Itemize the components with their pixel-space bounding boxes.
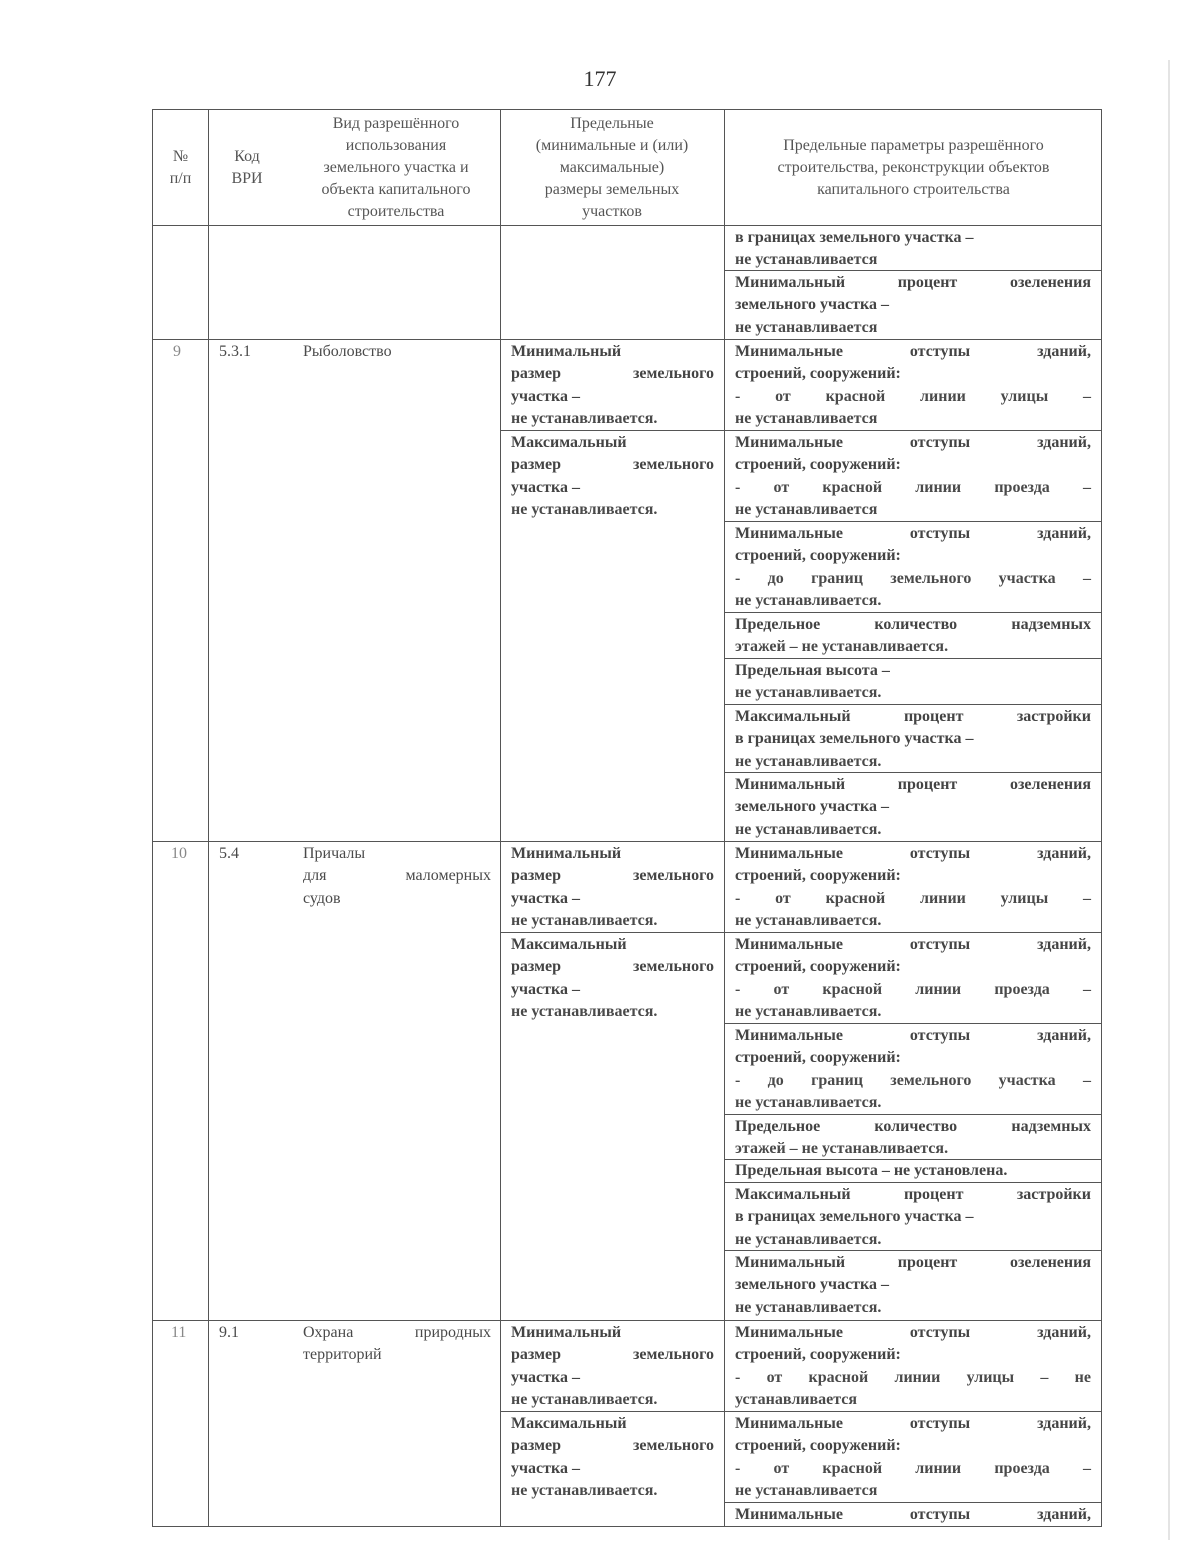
cont-param-1: в границах земельного участка – не устанавливается: [735, 229, 974, 269]
row-separator: [153, 1320, 1101, 1321]
row-10-min-size: Минимальный размер земельного участка – не устанавливается.: [511, 845, 714, 929]
row-10-max-size: Максимальный размер земельного участка – не устанавливается.: [511, 936, 714, 1020]
row-11-param-1: Минимальные отступы зданий, строений, сооружений: - от красной линии улицы – не устанавливается: [735, 1324, 1091, 1408]
row-9-number: 9: [173, 343, 181, 360]
row-10-param-3: Минимальные отступы зданий, строений, сооружений: - до границ земельного участка – не устанавливается.: [735, 1027, 1091, 1111]
row-9-param-3: Минимальные отступы зданий, строений, сооружений: - до границ земельного участка – не устанавливается.: [735, 525, 1091, 609]
header-code: Код ВРИ: [231, 147, 263, 187]
row-separator: [153, 339, 1101, 340]
header-separator: [153, 225, 1101, 226]
header-params: Предельные параметры разрешённого строительства, реконструкции объектов капитального строительства: [777, 136, 1050, 198]
cont-param-2: Минимальный процент озеленения земельного участка – не устанавливается: [735, 274, 1091, 336]
row-9-param-1: Минимальные отступы зданий, строений, сооружений: - от красной линии улицы – не устанавливается: [735, 343, 1091, 427]
row-9-param-4: Предельное количество надземных этажей – не устанавливается.: [735, 616, 1091, 656]
row-10-param-6: Максимальный процент застройки в границах земельного участка – не устанавливается.: [735, 1186, 1091, 1248]
row-10-param-2: Минимальные отступы зданий, строений, сооружений: - от красной линии проезда – не устанавливается.: [735, 936, 1091, 1020]
row-9-param-5: Предельная высота – не устанавливается.: [735, 662, 890, 702]
row-9-param-7: Минимальный процент озеленения земельного участка – не устанавливается.: [735, 776, 1091, 838]
row-separator: [153, 841, 1101, 842]
row-9-min-size: Минимальный размер земельного участка – не устанавливается.: [511, 343, 714, 427]
row-9-param-2: Минимальные отступы зданий, строений, сооружений: - от красной линии проезда – не устанавливается: [735, 434, 1091, 518]
row-9-code: 5.3.1: [219, 343, 251, 360]
row-9-max-size: Максимальный размер земельного участка – не устанавливается.: [511, 434, 714, 518]
regulations-table: [152, 109, 1102, 1527]
row-10-param-7: Минимальный процент озеленения земельного участка – не устанавливается.: [735, 1254, 1091, 1316]
row-10-code: 5.4: [219, 845, 239, 862]
row-10-param-1: Минимальные отступы зданий, строений, сооружений: - от красной линии улицы – не устанавливается.: [735, 845, 1091, 929]
row-10-kind: Причалы для маломерных судов: [303, 845, 491, 907]
row-11-code: 9.1: [219, 1324, 239, 1341]
row-11-param-3: Минимальные отступы зданий,: [735, 1506, 1091, 1523]
row-9-kind: Рыболовство: [303, 343, 392, 360]
header-kind: Вид разрешённого использования земельного участка и объекта капитального строительства: [321, 114, 471, 220]
header-no: № п/п: [169, 147, 192, 187]
row-11-param-2: Минимальные отступы зданий, строений, сооружений: - от красной линии проезда – не устанавливается: [735, 1415, 1091, 1499]
col-divider: [208, 110, 209, 1526]
row-11-kind: Охрана природных территорий: [303, 1324, 491, 1364]
page-number: 177: [583, 66, 617, 91]
row-11-max-size: Максимальный размер земельного участка – не устанавливается.: [511, 1415, 714, 1499]
row-11-number: 11: [171, 1324, 187, 1341]
scan-edge-mark: [1168, 60, 1170, 1540]
col-divider: [724, 110, 725, 1526]
row-10-param-5: Предельная высота – не установлена.: [735, 1162, 1008, 1179]
header-sizes: Предельные (минимальные и (или) максимальные) размеры земельных участков: [535, 114, 689, 220]
row-10-number: 10: [171, 845, 187, 862]
col-divider: [500, 110, 501, 1526]
row-10-param-4: Предельное количество надземных этажей – не устанавливается.: [735, 1118, 1091, 1158]
row-11-min-size: Минимальный размер земельного участка – не устанавливается.: [511, 1324, 714, 1408]
row-9-param-6: Максимальный процент застройки в границах земельного участка – не устанавливается.: [735, 708, 1091, 770]
